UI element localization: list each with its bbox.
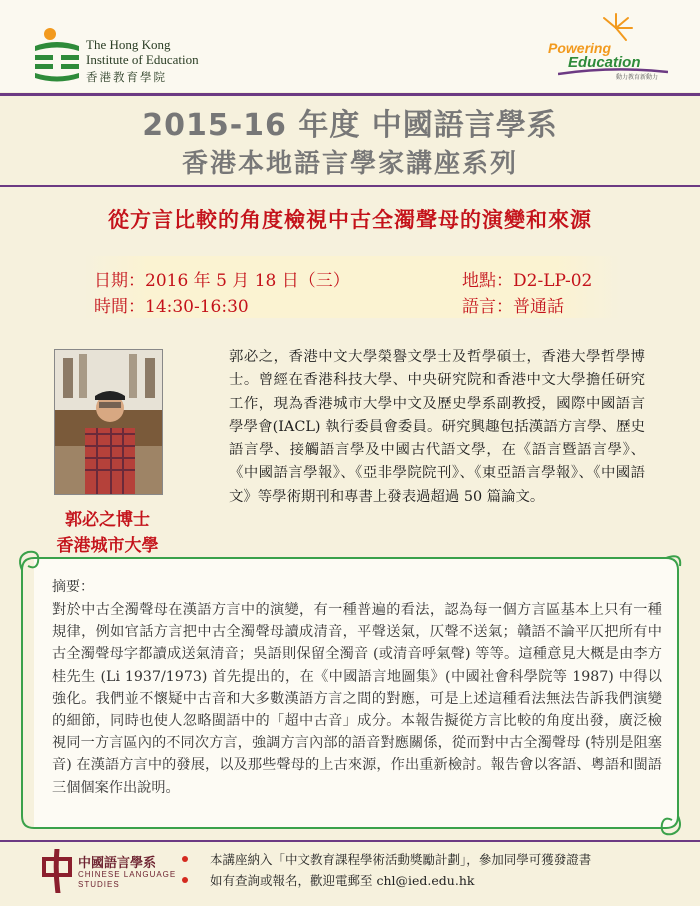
institute-name-en-line1: The Hong Kong	[86, 37, 171, 52]
speaker-bio: 郭必之，香港中文大學榮譽文學士及哲學碩士，香港大學哲學博士。曾經在香港科技大學、中央研究院和香港中文大學擔任研究工作，現為香港城市大學中文及歷史學系副教授，國際中國語言學學會(IACL) 執行委員會委員。研究興趣包括漢語方言學、歷史語言學、接觸語言學及中國古代語文學，在《語言暨語言學》、《中國語言學報》、《亞非學院院刊》、《東亞語言學報》、《中國語文》等學術期刊和專書上發表過超過 50 篇論文。	[229, 349, 645, 505]
title-divider	[0, 185, 700, 187]
powering-education-badge	[538, 12, 678, 81]
series-title-name: 香港本地語言學家講座系列	[181, 149, 518, 179]
abstract-text: 對於中古全濁聲母在漢語方言中的演變，有一種普遍的看法，認為每一個方言區基本上只有一種規律，例如官話方言把中古全濁聲母讀成清音，平聲送氣，仄聲不送氣；贛語不論平仄把所有中古全濁聲母字都讀成送氣清音；吳語則保留全濁音 (或清音呼氣聲) 等等。這種意見大概是由李方桂先生 (Li 1937/1973) 首先提出的，在《中國語言地圖集》(中國社會科學院等 1987) 中得以強化。我們並不懷疑中古音和大多數漢語方言之間的對應，可是上述這種看法無法告訴我們演變的細節，同時也使人忽略閩語中的「超中古音」成分。本報告擬從方言比較的角度出發，廣泛檢視同一方言區內的不同次方言，強調方言內部的語音對應關係，從而對中古全濁聲母 (特別是阻塞音) 在漢語方言中的發展，以及那些聲母的上古來源，作出重新檢討。報告會以客語、粵語和閩語三個個案作出說明。	[52, 602, 662, 796]
header-bar	[0, 0, 700, 92]
speaker-institution: 香港城市大學	[56, 536, 159, 556]
dept-name-en-line2: STUDIES	[78, 880, 120, 889]
chinese-dept-logo-icon	[42, 849, 72, 893]
bullet-icon	[182, 856, 188, 862]
series-title-year: 2015-16 年度 中國語言學系	[142, 108, 558, 143]
dept-name-en-line1: CHINESE LANGUAGE	[78, 870, 177, 879]
badge-tagline: 動力教育新動力	[616, 74, 659, 81]
event-venue: 地點：D2-LP-02	[462, 271, 593, 291]
event-info-box	[84, 256, 620, 318]
speaker-name: 郭必之博士	[65, 510, 150, 530]
badge-education-text: Education	[568, 54, 641, 71]
event-date: 日期：2016 年 5 月 18 日（三）	[94, 271, 350, 291]
footer-divider	[0, 840, 700, 842]
event-language: 語言：普通話	[462, 297, 564, 317]
ied-logo-icon	[33, 28, 81, 82]
lecture-title: 從方言比較的角度檢視中古全濁聲母的演變和來源	[108, 207, 592, 232]
institute-name-zh: 香港教育學院	[86, 70, 167, 84]
institute-name-en-line2: Institute of Education	[86, 52, 199, 67]
event-time: 時間：14:30-16:30	[94, 297, 249, 317]
bullet-icon	[182, 877, 188, 883]
badge-powering-text: Powering	[548, 40, 612, 56]
contact-note: 如有查詢或報名，歡迎電郵至 chl@ied.edu.hk	[210, 873, 475, 888]
speaker-photo	[54, 349, 163, 495]
certificate-note: 本講座納入「中文教育課程學術活動獎勵計劃」，參加同學可獲發證書	[210, 852, 592, 867]
abstract-label: 摘要：	[52, 579, 94, 595]
header-divider	[0, 93, 700, 96]
dept-name-zh: 中國語言學系	[78, 856, 157, 871]
